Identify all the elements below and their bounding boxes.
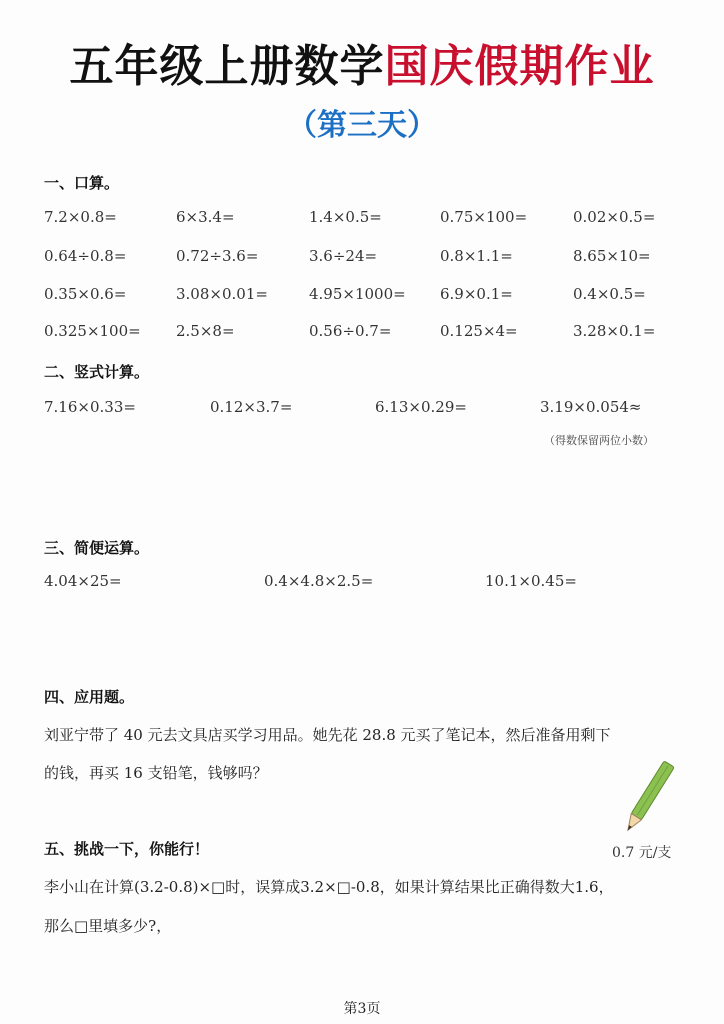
oral-calc-item: 4.95×1000=: [309, 285, 406, 303]
vertical-calc-item: 6.13×0.29=: [375, 398, 467, 416]
oral-calc-item: 0.72÷3.6=: [176, 247, 259, 265]
challenge-line: 那么□里填多少?，: [44, 917, 172, 935]
rounding-note: （得数保留两位小数）: [544, 434, 654, 447]
oral-calc-item: 0.75×100=: [440, 208, 528, 226]
section5-heading: 五、挑战一下，你能行！: [44, 840, 210, 858]
oral-calc-item: 0.35×0.6=: [44, 285, 127, 303]
word-problem-line: 的钱，再买 16 支铅笔，钱够吗？: [44, 764, 268, 782]
simplify-calc-item: 10.1×0.45=: [485, 572, 577, 590]
title-highlight: 国庆假期作业: [384, 41, 655, 92]
worksheet-title: [0, 30, 724, 94]
section2-heading: 二、竖式计算。: [44, 363, 150, 381]
oral-calc-item: 6.9×0.1=: [440, 285, 513, 303]
section1-heading: 一、口算。: [44, 174, 120, 192]
oral-calc-item: 1.4×0.5=: [309, 208, 382, 226]
page-number: 第3页: [343, 1001, 381, 1017]
oral-calc-item: 0.325×100=: [44, 322, 141, 340]
oral-calc-item: 2.5×8=: [176, 322, 235, 340]
oral-calc-item: 7.2×0.8=: [44, 208, 117, 226]
section3-heading: 三、简便运算。: [44, 539, 150, 557]
oral-calc-item: 3.08×0.01=: [176, 285, 268, 303]
oral-calc-item: 8.65×10=: [573, 247, 651, 265]
section4-heading: 四、应用题。: [44, 688, 135, 706]
oral-calc-item: 3.6÷24=: [309, 247, 378, 265]
day-subtitle: （第三天）: [287, 108, 437, 143]
simplify-calc-item: 0.4×4.8×2.5=: [264, 572, 374, 590]
oral-calc-item: 6×3.4=: [176, 208, 235, 226]
challenge-line: 李小山在计算(3.2-0.8)×□时，误算成3.2×□-0.8，如果计算结果比正确得数大1.6，: [44, 878, 614, 896]
title-main: 五年级上册数学: [69, 41, 385, 92]
vertical-calc-item: 3.19×0.054≈: [540, 398, 642, 416]
pencil-icon: [620, 756, 676, 840]
word-problem-line: 刘亚宁带了 40 元去文具店买学习用品。她先花 28.8 元买了笔记本，然后准备用剩下: [44, 726, 611, 744]
oral-calc-item: 0.125×4=: [440, 322, 518, 340]
oral-calc-item: 0.02×0.5=: [573, 208, 656, 226]
vertical-calc-item: 7.16×0.33=: [44, 398, 136, 416]
oral-calc-item: 0.64÷0.8=: [44, 247, 127, 265]
vertical-calc-item: 0.12×3.7=: [210, 398, 293, 416]
pencil-price-label: 0.7 元/支: [612, 845, 672, 861]
oral-calc-item: 0.8×1.1=: [440, 247, 513, 265]
oral-calc-item: 0.56÷0.7=: [309, 322, 392, 340]
oral-calc-item: 3.28×0.1=: [573, 322, 656, 340]
oral-calc-item: 0.4×0.5=: [573, 285, 646, 303]
simplify-calc-item: 4.04×25=: [44, 572, 122, 590]
